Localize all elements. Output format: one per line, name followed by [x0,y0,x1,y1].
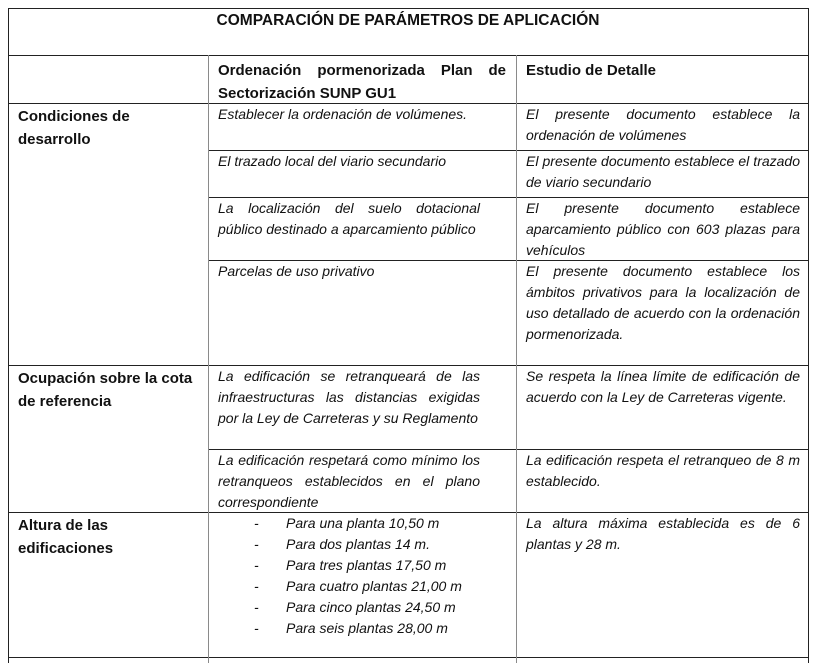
plan-cell: La edificación respetará como mínimo los retranqueos establecidos en el plano correspondiente [218,452,480,510]
list-item [218,555,508,576]
plan-cell: Establecer la ordenación de volúmenes. [218,106,468,122]
dash-bullet: - [254,515,259,531]
row-divider [8,657,809,658]
estudio-cell: El presente documento establece la ordenación de volúmenes [526,106,800,143]
estudio-cell: El presente documento establece los ámbitos privativos para la localización de uso detallado de acuerdo con la ordenación pormenorizada. [526,263,800,342]
height-list [218,513,508,639]
estudio-cell: El presente documento establece el trazado de viario secundario [526,153,800,190]
header-plan: Ordenación pormenorizada Plan de Sectorización SUNP GU1 [218,62,506,102]
column-divider [516,55,517,663]
list-item [218,618,508,639]
list-item-text: Para cinco plantas 24,50 m [286,599,456,615]
section-label: Altura de las edificaciones [18,517,114,557]
section-label: Condiciones de desarrollo [18,108,130,148]
estudio-cell: La edificación respeta el retranqueo de 8 m establecido. [526,452,800,489]
list-item-text: Para seis plantas 28,00 m [286,620,448,636]
table-title: COMPARACIÓN DE PARÁMETROS DE APLICACIÓN [216,12,600,29]
dash-bullet: - [254,557,259,573]
plan-cell: La edificación se retranqueará de las infraestructuras las distancias exigidas por la Ley de Carreteras y su Reglamento [218,368,480,426]
dash-bullet: - [254,536,259,552]
header-estudio: Estudio de Detalle [526,62,657,79]
list-item-text: Para una planta 10,50 m [286,515,440,531]
column-divider [208,55,209,663]
list-item-text: Para tres plantas 17,50 m [286,557,447,573]
plan-cell: El trazado local del viario secundario [218,153,447,169]
list-item [218,534,508,555]
table-border-top [8,8,809,9]
list-item [218,597,508,618]
plan-cell: Parcelas de uso privativo [218,263,375,279]
list-item-text: Para dos plantas 14 m. [286,536,430,552]
list-item [218,513,508,534]
estudio-cell: Se respeta la línea límite de edificación de acuerdo con la Ley de Carreteras vigente. [526,368,800,405]
dash-bullet: - [254,599,259,615]
section-label: Ocupación sobre la cota de referencia [18,370,193,410]
dash-bullet: - [254,578,259,594]
estudio-cell: La altura máxima establecida es de 6 plantas y 28 m. [526,515,800,552]
estudio-cell: El presente documento establece aparcamiento público con 603 plazas para vehículos [526,200,800,258]
table-border-right [808,8,809,663]
list-item-text: Para cuatro plantas 21,00 m [286,578,462,594]
dash-bullet: - [254,620,259,636]
row-divider [8,55,809,56]
plan-cell: La localización del suelo dotacional público destinado a aparcamiento público [218,200,480,237]
list-item [218,576,508,597]
table-border-left [8,8,9,663]
